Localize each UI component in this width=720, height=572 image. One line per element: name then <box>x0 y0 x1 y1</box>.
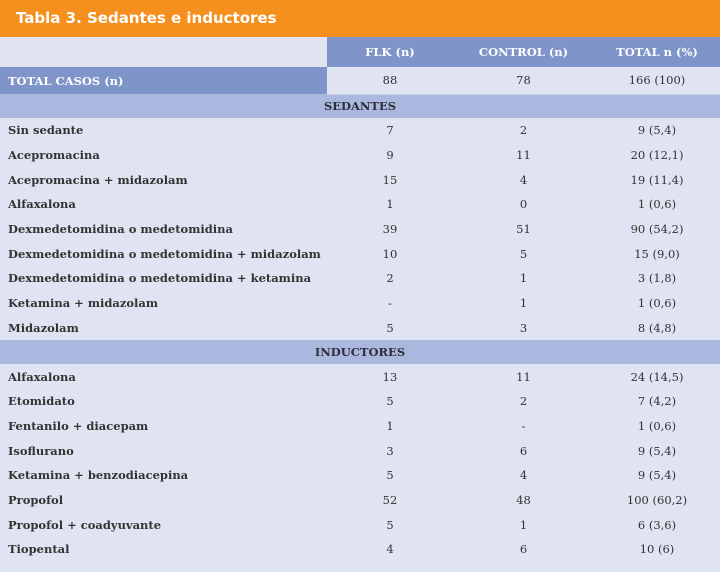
row-total: 24 (14,5) <box>594 364 720 389</box>
row-label: Dexmedetomidina o medetomidina + ketamina <box>0 266 327 291</box>
table-row <box>0 241 720 266</box>
table-row <box>0 512 720 537</box>
header-flk: FLK (n) <box>327 37 453 67</box>
table-row <box>0 414 720 439</box>
row-control: 1 <box>453 291 594 316</box>
row-total: 7 (4,2) <box>594 389 720 414</box>
row-total: 15 (9,0) <box>594 241 720 266</box>
header-total: TOTAL n (%) <box>594 37 720 67</box>
row-control: 6 <box>453 438 594 463</box>
row-flk: 4 <box>327 537 453 562</box>
row-flk: 39 <box>327 217 453 242</box>
row-flk: 9 <box>327 143 453 168</box>
row-label: Etomidato <box>0 389 327 414</box>
row-flk: 10 <box>327 241 453 266</box>
row-total: 100 (60,2) <box>594 488 720 513</box>
row-label: Ketamina + midazolam <box>0 291 327 316</box>
row-label: Propofol <box>0 488 327 513</box>
row-control: 6 <box>453 537 594 562</box>
row-flk: 5 <box>327 316 453 341</box>
table-row <box>0 217 720 242</box>
row-control: 1 <box>453 266 594 291</box>
header-control: CONTROL (n) <box>453 37 594 67</box>
table-row <box>0 266 720 291</box>
row-control: 4 <box>453 463 594 488</box>
row-label: Acepromacina <box>0 143 327 168</box>
row-total: 3 (1,8) <box>594 266 720 291</box>
table-row <box>0 389 720 414</box>
section-title: INDUCTORES <box>0 340 720 364</box>
row-control: 5 <box>453 241 594 266</box>
row-total: 1 (0,6) <box>594 192 720 217</box>
total-cases-flk: 88 <box>327 67 453 94</box>
table-title: Tabla 3. Sedantes e inductores <box>0 0 720 37</box>
row-control: 11 <box>453 364 594 389</box>
table-row <box>0 537 720 562</box>
row-flk: 5 <box>327 463 453 488</box>
row-flk: 3 <box>327 438 453 463</box>
total-cases-label: TOTAL CASOS (n) <box>0 67 327 94</box>
row-flk: 1 <box>327 414 453 439</box>
row-label: Sin sedante <box>0 118 327 143</box>
row-total: 8 (4,8) <box>594 316 720 341</box>
row-flk: - <box>327 291 453 316</box>
row-flk: 2 <box>327 266 453 291</box>
row-label: Acepromacina + midazolam <box>0 167 327 192</box>
row-control: 3 <box>453 316 594 341</box>
table-row <box>0 364 720 389</box>
row-flk: 13 <box>327 364 453 389</box>
total-cases-total: 166 (100) <box>594 67 720 94</box>
row-label: Alfaxalona <box>0 364 327 389</box>
row-flk: 1 <box>327 192 453 217</box>
row-total: 1 (0,6) <box>594 414 720 439</box>
row-total: 90 (54,2) <box>594 217 720 242</box>
row-total: 10 (6) <box>594 537 720 562</box>
row-label: Tiopental <box>0 537 327 562</box>
row-label: Dexmedetomidina o medetomidina <box>0 217 327 242</box>
row-flk: 7 <box>327 118 453 143</box>
row-flk: 5 <box>327 512 453 537</box>
section-header-inductores <box>0 340 720 364</box>
section-title: SEDANTES <box>0 94 720 118</box>
table-row <box>0 463 720 488</box>
row-total: 1 (0,6) <box>594 291 720 316</box>
row-total: 9 (5,4) <box>594 438 720 463</box>
table-row <box>0 291 720 316</box>
row-control: 51 <box>453 217 594 242</box>
table-row <box>0 438 720 463</box>
row-control: 4 <box>453 167 594 192</box>
sedatives-table <box>0 37 720 562</box>
row-flk: 5 <box>327 389 453 414</box>
row-flk: 15 <box>327 167 453 192</box>
row-label: Fentanilo + diacepam <box>0 414 327 439</box>
row-control: 48 <box>453 488 594 513</box>
row-control: 11 <box>453 143 594 168</box>
header-blank <box>0 37 327 67</box>
total-cases-row <box>0 67 720 94</box>
row-control: 1 <box>453 512 594 537</box>
row-flk: 52 <box>327 488 453 513</box>
row-label: Dexmedetomidina o medetomidina + midazolam <box>0 241 327 266</box>
row-control: 2 <box>453 389 594 414</box>
table-row <box>0 192 720 217</box>
row-total: 20 (12,1) <box>594 143 720 168</box>
row-total: 9 (5,4) <box>594 463 720 488</box>
row-label: Alfaxalona <box>0 192 327 217</box>
table-row <box>0 118 720 143</box>
section-header-sedantes <box>0 94 720 118</box>
row-control: 0 <box>453 192 594 217</box>
row-total: 9 (5,4) <box>594 118 720 143</box>
table-row <box>0 167 720 192</box>
row-label: Propofol + coadyuvante <box>0 512 327 537</box>
table-row <box>0 488 720 513</box>
header-row <box>0 37 720 67</box>
row-label: Midazolam <box>0 316 327 341</box>
row-label: Ketamina + benzodiacepina <box>0 463 327 488</box>
row-total: 19 (11,4) <box>594 167 720 192</box>
row-control: - <box>453 414 594 439</box>
total-cases-control: 78 <box>453 67 594 94</box>
row-control: 2 <box>453 118 594 143</box>
table-row <box>0 143 720 168</box>
row-label: Isoflurano <box>0 438 327 463</box>
row-total: 6 (3,6) <box>594 512 720 537</box>
table-row <box>0 316 720 341</box>
